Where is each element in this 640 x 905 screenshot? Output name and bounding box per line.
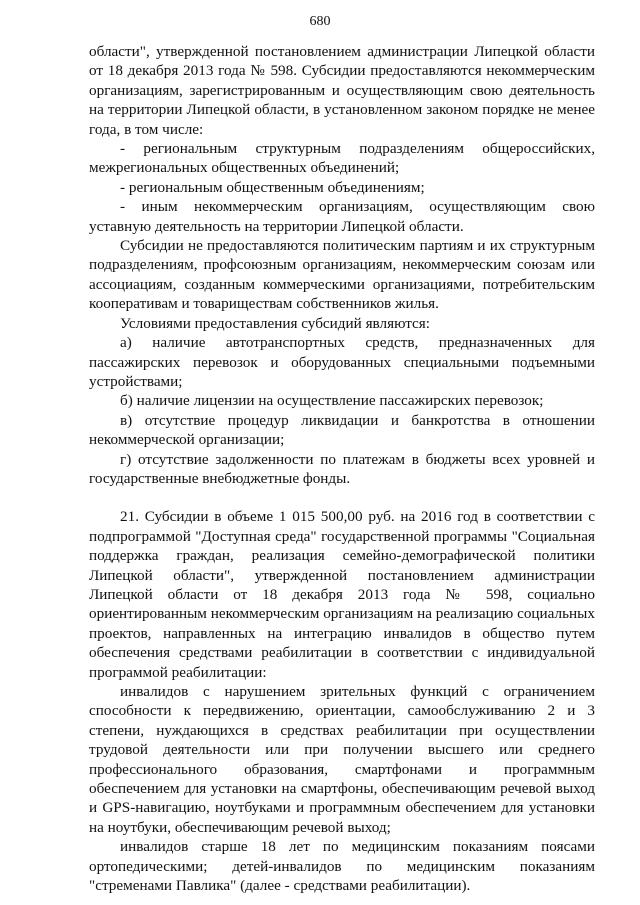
paragraph: инвалидов старше 18 лет по медицинским показаниям поясами ортопедическими; детей-инвалидов по медицинским показаниям "стременами Павлика" (далее - средствами реабилитации). (89, 838, 595, 895)
list-item: - иным некоммерческим организациям, осуществляющим свою уставную деятельность на территории Липецкой области. (89, 198, 595, 235)
document-body (89, 42, 595, 895)
paragraph: Субсидии не предоставляются политическим партиям и их структурным подразделениям, профсоюзным организациям, некоммерческим союзам или ассоциациям, созданным коммерческими организациями, потребительским кооперативам и товариществам собственников жилья. (89, 237, 595, 313)
paragraph: 21. Субсидии в объеме 1 015 500,00 руб. на 2016 год в соответствии с подпрограммой "Доступная среда" государственной программы "Социальная поддержка граждан, реализация семейно-демографической политики Липецкой области", утвержденной постановлением администрации Липецкой области от 18 декабря 2013 года № 598, социально ориентированным некоммерческим организациям на реализацию социальных проектов, направленных на интеграцию инвалидов в общество путем обеспечения средствами реабилитации в соответствии с индивидуальной программой реабилитации: (89, 508, 595, 681)
page-number: 680 (309, 14, 331, 29)
list-item: в) отсутствие процедур ликвидации и банкротства в отношении некоммерческой организации; (89, 411, 595, 449)
list-item: г) отсутствие задолженности по платежам в бюджеты всех уровней и государственные внебюджетные фонды. (89, 450, 595, 487)
paragraph: области", утвержденной постановлением администрации Липецкой области от 18 декабря 2013 года № 598. Субсидии предоставляются некоммерческим организациям, зарегистрированным и осуществляющим свою деятельность на территории Липецкой области, в установленном законом порядке не менее года, в том числе: (89, 43, 595, 138)
list-item: - региональным общественным объединениям; (120, 178, 425, 196)
list-item: а) наличие автотранспортных средств, предназначенных для пассажирских перевозок и оборудованных специальными подъемными устройствами; (89, 334, 595, 390)
paragraph: Условиями предоставления субсидий являются: (120, 314, 430, 332)
paragraph: инвалидов с нарушением зрительных функций с ограничением способности к передвижению, ориентации, самообслуживанию 2 и 3 степени, нуждающихся в средствах реабилитации при осуществлении трудовой деятельности или при получении высшего или среднего профессионального образования, смартфонами и программным обеспечением для установки на смартфоны, обеспечивающим речевой выход и GPS-навигацию, ноутбуками и программным обеспечением для установки на ноутбуки, обеспечивающим речевой выход; (89, 683, 595, 836)
list-item: - региональным структурным подразделениям общероссийских, межрегиональных общественных объединений; (89, 140, 595, 177)
list-item: б) наличие лицензии на осуществление пассажирских перевозок; (120, 392, 544, 410)
paragraph-spacer (89, 488, 595, 507)
